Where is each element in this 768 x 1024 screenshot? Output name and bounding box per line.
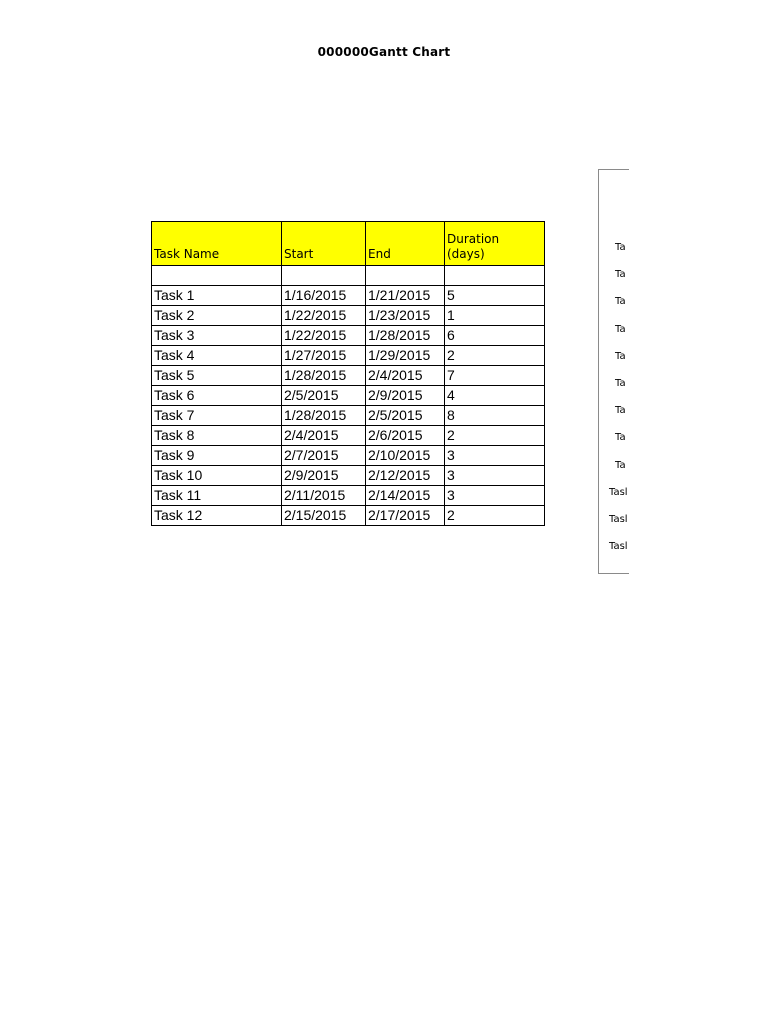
duration-cell: 8 xyxy=(445,406,545,426)
table-row xyxy=(152,306,545,326)
start-date-cell: 1/22/2015 xyxy=(282,326,366,346)
start-date-cell: 2/7/2015 xyxy=(282,446,366,466)
chart-category-label: Ta xyxy=(615,296,626,308)
duration-cell: 7 xyxy=(445,366,545,386)
table-row xyxy=(152,286,545,306)
task-name-cell: Task 7 xyxy=(152,406,282,426)
chart-category-label: Tasl xyxy=(609,486,628,498)
task-name-cell: Task 12 xyxy=(152,506,282,526)
task-name-cell: Task 1 xyxy=(152,286,282,306)
table-row xyxy=(152,426,545,446)
duration-cell: 6 xyxy=(445,326,545,346)
table-row xyxy=(152,346,545,366)
task-name-cell: Task 2 xyxy=(152,306,282,326)
task-name-cell: Task 8 xyxy=(152,426,282,446)
duration-cell: 2 xyxy=(445,346,545,366)
header-row xyxy=(152,222,545,266)
empty-cell xyxy=(366,266,445,286)
chart-category-label: Ta xyxy=(615,269,626,281)
start-date-cell: 2/15/2015 xyxy=(282,506,366,526)
end-date-cell: 2/12/2015 xyxy=(366,466,445,486)
duration-cell: 2 xyxy=(445,506,545,526)
end-date-cell: 2/9/2015 xyxy=(366,386,445,406)
start-date-cell: 1/22/2015 xyxy=(282,306,366,326)
start-date-cell: 1/27/2015 xyxy=(282,346,366,366)
start-date-cell: 1/16/2015 xyxy=(282,286,366,306)
chart-category-label: Tasl xyxy=(609,541,628,553)
task-name-cell: Task 9 xyxy=(152,446,282,466)
start-date-cell: 2/9/2015 xyxy=(282,466,366,486)
end-date-cell: 2/14/2015 xyxy=(366,486,445,506)
page-title: 000000Gantt Chart xyxy=(317,45,451,59)
header-task-name: Task Name xyxy=(152,222,282,266)
start-date-cell: 1/28/2015 xyxy=(282,366,366,386)
task-name-cell: Task 3 xyxy=(152,326,282,346)
end-date-cell: 2/17/2015 xyxy=(366,506,445,526)
table-row xyxy=(152,506,545,526)
empty-cell xyxy=(282,266,366,286)
chart-category-label: Ta xyxy=(615,350,626,362)
start-date-cell: 2/11/2015 xyxy=(282,486,366,506)
start-date-cell: 2/4/2015 xyxy=(282,426,366,446)
task-name-cell: Task 5 xyxy=(152,366,282,386)
task-name-cell: Task 10 xyxy=(152,466,282,486)
duration-cell: 3 xyxy=(445,486,545,506)
task-name-cell: Task 6 xyxy=(152,386,282,406)
end-date-cell: 1/21/2015 xyxy=(366,286,445,306)
chart-category-label: Ta xyxy=(615,242,626,253)
end-date-cell: 1/23/2015 xyxy=(366,306,445,326)
empty-row xyxy=(152,266,545,286)
table-row xyxy=(152,326,545,346)
duration-cell: 5 xyxy=(445,286,545,306)
header-duration xyxy=(445,222,545,266)
page-margin-mask xyxy=(629,150,768,590)
table-row xyxy=(152,366,545,386)
task-name-cell: Task 4 xyxy=(152,346,282,366)
header-start: Start xyxy=(282,222,366,266)
table-row xyxy=(152,386,545,406)
table-row xyxy=(152,486,545,506)
end-date-cell: 1/28/2015 xyxy=(366,326,445,346)
chart-category-label: Ta xyxy=(615,432,626,444)
chart-category-label: Tasl xyxy=(609,514,628,525)
end-date-cell: 2/5/2015 xyxy=(366,406,445,426)
end-date-cell: 1/29/2015 xyxy=(366,346,445,366)
task-name-cell: Task 11 xyxy=(152,486,282,506)
end-date-cell: 2/6/2015 xyxy=(366,426,445,446)
duration-cell: 2 xyxy=(445,426,545,446)
empty-cell xyxy=(152,266,282,286)
end-date-cell: 2/4/2015 xyxy=(366,366,445,386)
chart-category-label: Ta xyxy=(615,459,626,471)
task-table xyxy=(151,221,545,526)
header-duration-line2: (days) xyxy=(447,247,485,261)
duration-cell: 1 xyxy=(445,306,545,326)
header-duration-line1: Duration xyxy=(447,232,500,246)
table-row xyxy=(152,406,545,426)
empty-cell xyxy=(445,266,545,286)
table-row xyxy=(152,446,545,466)
chart-category-label: Ta xyxy=(615,405,626,417)
duration-cell: 3 xyxy=(445,446,545,466)
table-row xyxy=(152,466,545,486)
end-date-cell: 2/10/2015 xyxy=(366,446,445,466)
start-date-cell: 2/5/2015 xyxy=(282,386,366,406)
chart-category-label: Ta xyxy=(615,323,626,335)
chart-category-label: Ta xyxy=(615,378,626,389)
duration-cell: 3 xyxy=(445,466,545,486)
start-date-cell: 1/28/2015 xyxy=(282,406,366,426)
header-end: End xyxy=(366,222,445,266)
duration-cell: 4 xyxy=(445,386,545,406)
